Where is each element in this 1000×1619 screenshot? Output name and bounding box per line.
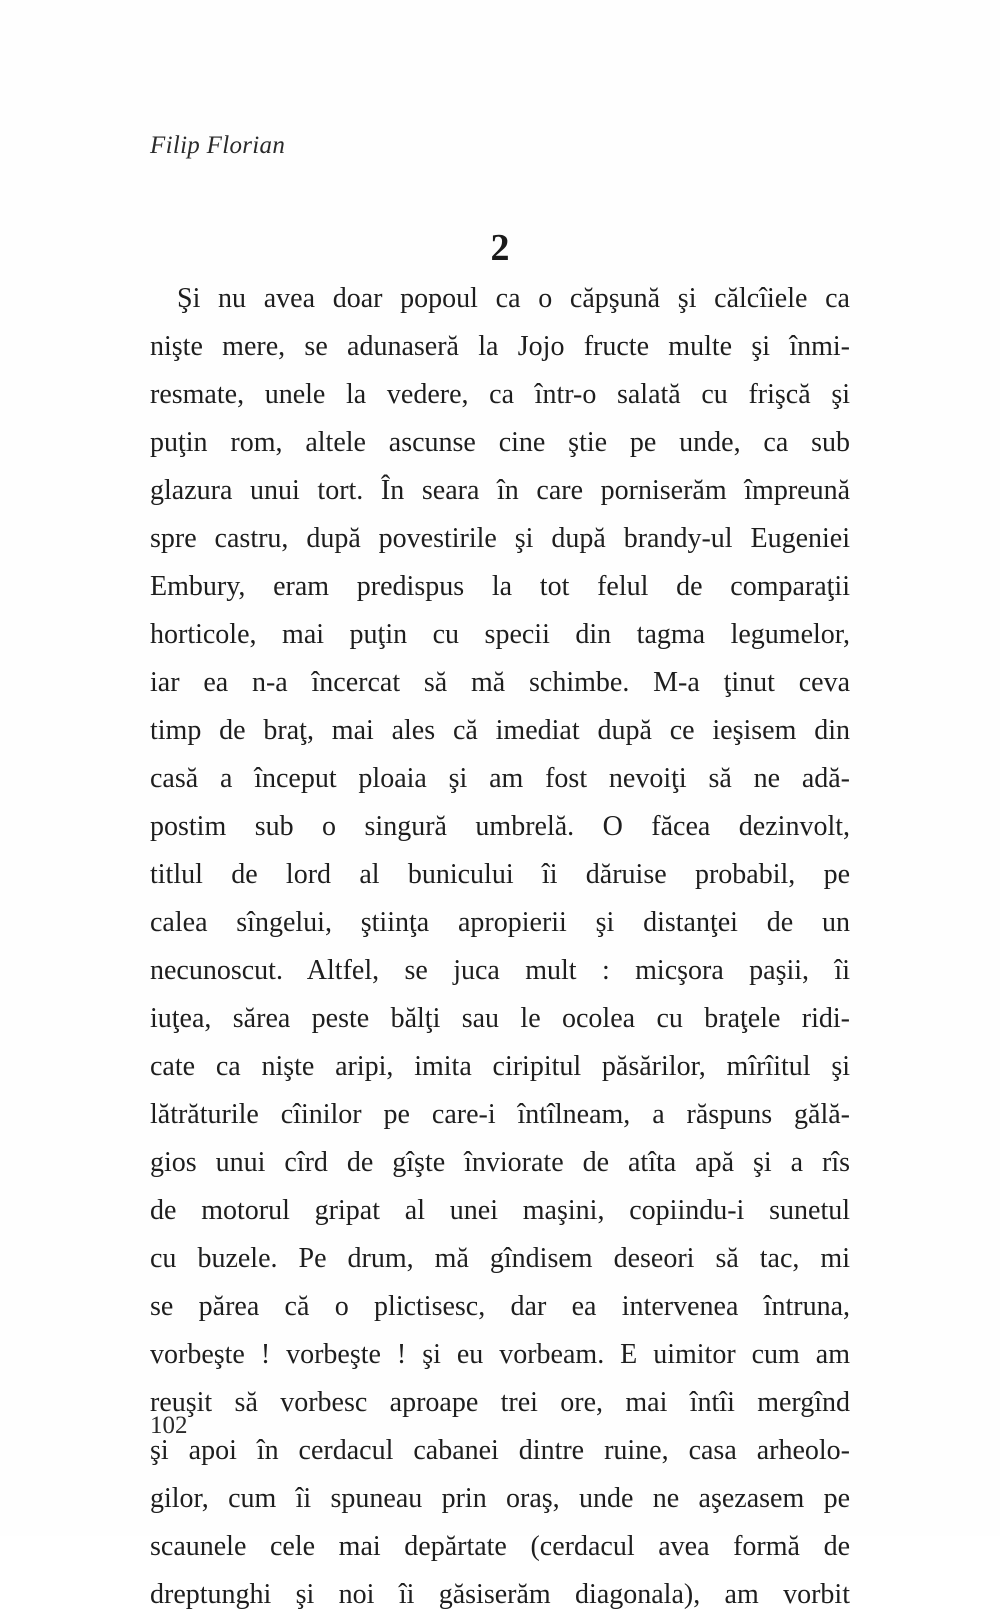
text-line: timp de braţ, mai ales că imediat după ce ieşisem din bbox=[150, 715, 850, 746]
text-line: se părea că o plictisesc, dar ea intervenea întruna, bbox=[150, 1291, 850, 1322]
text-line: şi apoi în cerdacul cabanei dintre ruine, casa arheolo- bbox=[150, 1435, 850, 1466]
text-line: reuşit să vorbesc aproape trei ore, mai întîi mergînd bbox=[150, 1387, 850, 1418]
text-line: iuţea, sărea peste bălţi sau le ocolea cu braţele ridi- bbox=[150, 1003, 850, 1034]
text-line: dreptunghi şi noi îi găsiserăm diagonala), am vorbit bbox=[150, 1579, 850, 1610]
text-line: iar ea n-a încercat să mă schimbe. M-a ţinut ceva bbox=[150, 667, 850, 698]
text-line: horticole, mai puţin cu specii din tagma legumelor, bbox=[150, 619, 850, 650]
chapter-number-text: 2 bbox=[490, 227, 510, 269]
text-line: vorbeşte ! vorbeşte ! şi eu vorbeam. E uimitor cum am bbox=[150, 1339, 850, 1370]
text-line: gios unui cîrd de gîşte înviorate de atîta apă şi a rîs bbox=[150, 1147, 850, 1178]
text-line: postim sub o singură umbrelă. O făcea dezinvolt, bbox=[150, 811, 850, 842]
text-line: calea sîngelui, ştiinţa apropierii şi distanţei de un bbox=[150, 907, 850, 938]
text-line: spre castru, după povestirile şi după brandy-ul Eugeniei bbox=[150, 523, 850, 554]
body-text bbox=[150, 275, 850, 1619]
text-line: glazura unui tort. În seara în care porniserăm împreună bbox=[150, 475, 850, 506]
chapter-number bbox=[0, 226, 1000, 270]
page-number: 102 bbox=[150, 1412, 188, 1439]
text-line: titlul de lord al bunicului îi dăruise probabil, pe bbox=[150, 859, 850, 890]
text-line: Embury, eram predispus la tot felul de comparaţii bbox=[150, 571, 850, 602]
text-line: puţin rom, altele ascunse cine ştie pe unde, ca sub bbox=[150, 427, 850, 458]
text-line: nişte mere, se adunaseră la Jojo fructe multe şi înmi- bbox=[150, 331, 850, 362]
text-line: lătrăturile cîinilor pe care-i întîlneam, a răspuns gălă- bbox=[150, 1099, 850, 1130]
text-line: scaunele cele mai depărtate (cerdacul avea formă de bbox=[150, 1531, 850, 1562]
text-line: Şi nu avea doar popoul ca o căpşună şi călcîiele ca bbox=[177, 283, 850, 314]
text-line: cu buzele. Pe drum, mă gîndisem deseori să tac, mi bbox=[150, 1243, 850, 1274]
text-line: casă a început ploaia şi am fost nevoiţi să ne adă- bbox=[150, 763, 850, 794]
running-head-author: Filip Florian bbox=[150, 132, 286, 159]
text-line: resmate, unele la vedere, ca într-o salată cu frişcă şi bbox=[150, 379, 850, 410]
text-line: gilor, cum îi spuneau prin oraş, unde ne aşezasem pe bbox=[150, 1483, 850, 1514]
text-line: necunoscut. Altfel, se juca mult : micşora paşii, îi bbox=[150, 955, 850, 986]
text-line: de motorul gripat al unei maşini, copiindu-i sunetul bbox=[150, 1195, 850, 1226]
text-line: cate ca nişte aripi, imita ciripitul păsărilor, mîrîitul şi bbox=[150, 1051, 850, 1082]
